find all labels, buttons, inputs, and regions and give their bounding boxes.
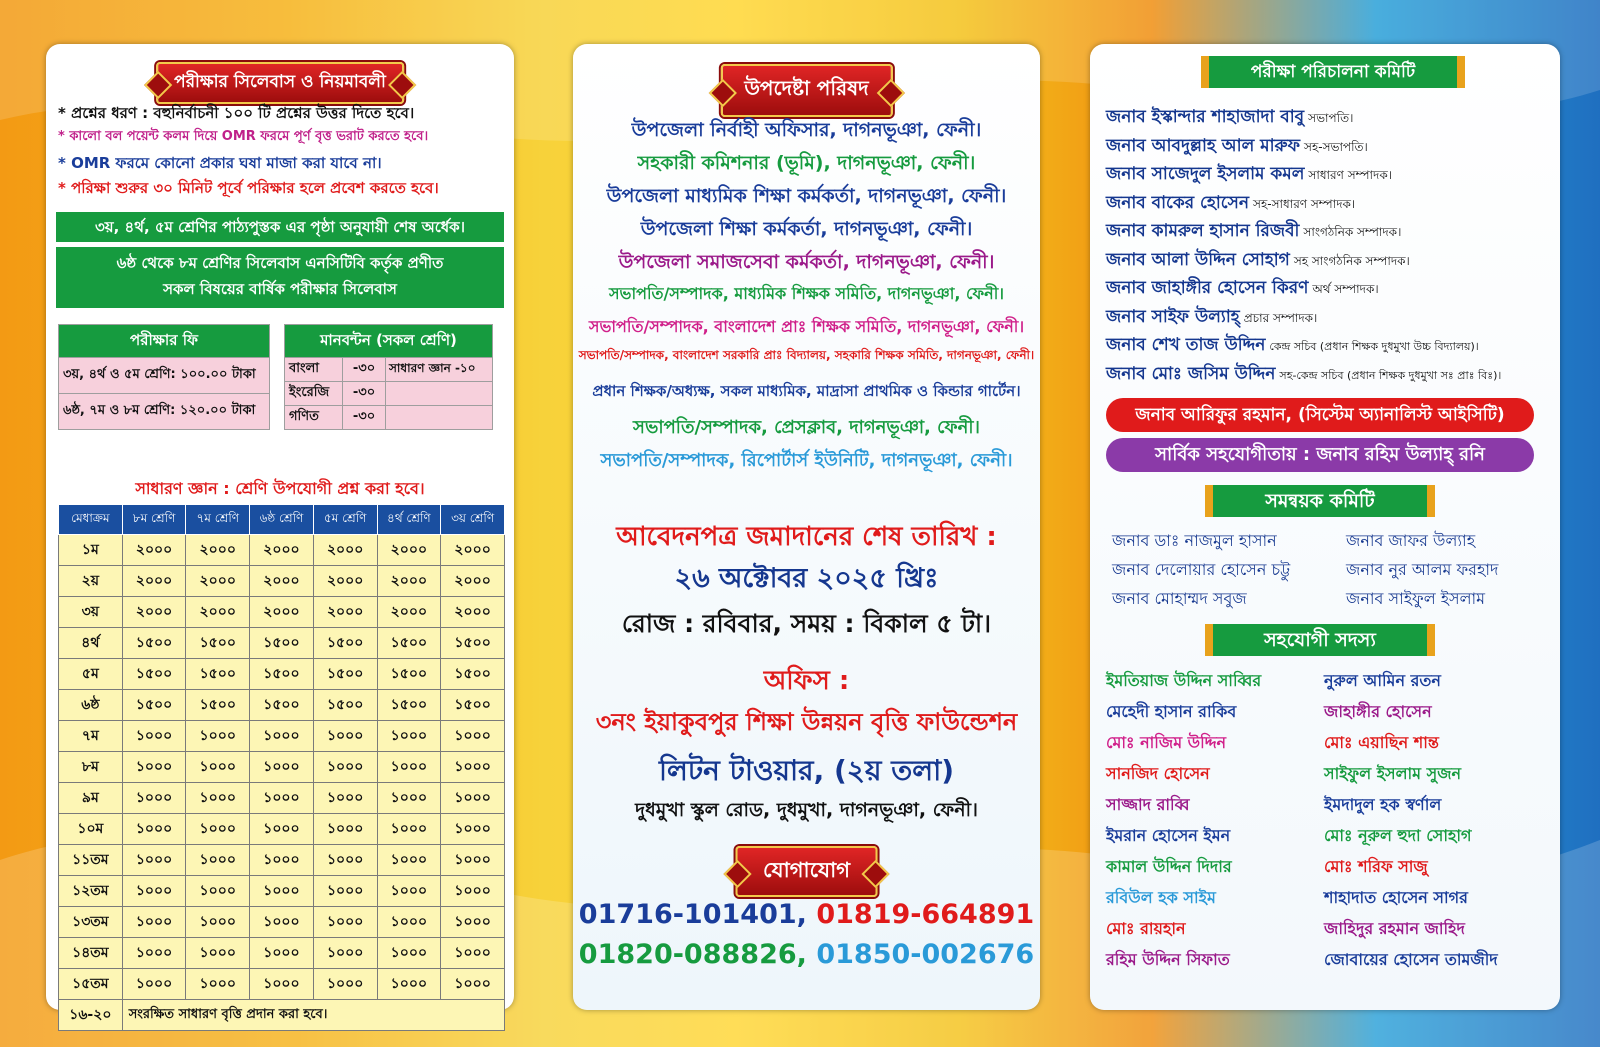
prize-amount-cell: ১০০০	[186, 783, 250, 814]
prize-row	[59, 969, 505, 1000]
prize-amount-cell: ১০০০	[377, 938, 441, 969]
prize-row	[59, 752, 505, 783]
marks-extra	[386, 406, 493, 430]
prize-amount-cell: ২০০০	[377, 597, 441, 628]
committee-member	[1106, 361, 1501, 389]
prize-amount-cell: ১০০০	[186, 752, 250, 783]
coord-member: জনাব দেলোয়ার হোসেন চট্টু	[1112, 560, 1291, 579]
deadline-time: রোজ : রবিবার, সময় : বিকাল ৫ টা।	[621, 609, 992, 638]
member-post: সহ-সাধারণ সম্পাদক।	[1253, 196, 1356, 211]
phone-row-2	[573, 939, 1040, 970]
syllabus-note-1: ৩য়, ৪র্থ, ৫ম শ্রেণির পাঠ্যপুস্তক এর পৃষ্ঠা অনুযায়ী শেষ অর্ধেক।	[56, 212, 504, 242]
marks-subject: ইংরেজি	[285, 382, 343, 406]
prize-amount-cell: ২০০০	[441, 597, 505, 628]
prize-header-cell: ৩য় শ্রেণি	[441, 505, 505, 535]
advisor-item: উপজেলা নির্বাহী অফিসার, দাগনভূঞা, ফেনী।	[631, 119, 982, 141]
associate-member: নুরুল আমিন রতন	[1324, 671, 1441, 690]
fee-row: ৬ষ্ঠ, ৭ম ও ৮ম শ্রেণি: ১২০.০০ টাকা	[59, 394, 270, 430]
prize-amount-cell: ১০০০	[313, 938, 377, 969]
prize-amount-cell: ১০০০	[377, 814, 441, 845]
advisor-item: সভাপতি/সম্পাদক, বাংলাদেশ সরকারি প্রাঃ বিদ্যালয়, সহকারি শিক্ষক সমিতি, দাগনভূঞা, ফেনী।	[578, 348, 1035, 362]
prize-amount-cell: ১০০০	[441, 876, 505, 907]
prize-amount-cell: ২০০০	[250, 535, 314, 566]
advisor-item: সভাপতি/সম্পাদক, বাংলাদেশ প্রাঃ শিক্ষক সমিতি, দাগনভূঞা, ফেনী।	[588, 317, 1025, 336]
coord-member: জনাব মোহাম্মদ সবুজ	[1112, 589, 1247, 608]
prize-header-cell: ৮ম শ্রেণি	[122, 505, 186, 535]
prize-amount-cell: ১৫০০	[377, 690, 441, 721]
advisor-item: উপজেলা মাধ্যমিক শিক্ষা কর্মকর্তা, দাগনভূঞা, ফেনী।	[606, 185, 1007, 207]
prize-header-cell: ৭ম শ্রেণি	[186, 505, 250, 535]
prize-amount-cell: ১০০০	[313, 907, 377, 938]
member-post: সহ সাংগঠনিক সম্পাদক।	[1293, 253, 1410, 268]
phone-number[interactable]: 01819-664891	[816, 899, 1035, 930]
prize-row	[59, 1000, 505, 1031]
prize-row	[59, 845, 505, 876]
prize-header-cell: ৪র্থ শ্রেণি	[377, 505, 441, 535]
prize-rank-cell: ৪র্থ	[59, 628, 123, 659]
prize-rank-cell: ৩য়	[59, 597, 123, 628]
coord-member: জনাব ডাঃ নাজমুল হাসান	[1112, 531, 1277, 550]
phone-number[interactable]: 01820-088826,	[578, 939, 807, 970]
committee-member	[1106, 104, 1353, 132]
rule-item: * কালো বল পয়েন্ট কলম দিয়ে OMR ফরমে পূর্ণ বৃত্ত ভরাট করতে হবে।	[58, 129, 429, 144]
prize-rank-cell: ১৫তম	[59, 969, 123, 1000]
member-name: জনাব সাজেদুল ইসলাম কমল	[1106, 164, 1305, 184]
prize-rank-cell: ১১তম	[59, 845, 123, 876]
prize-amount-cell: ১৫০০	[250, 690, 314, 721]
prize-amount-cell: ১৫০০	[122, 690, 186, 721]
prize-amount-cell: ২০০০	[186, 566, 250, 597]
prize-amount-cell: ২০০০	[313, 566, 377, 597]
prize-amount-cell: ১০০০	[377, 721, 441, 752]
prize-amount-cell: ১০০০	[250, 845, 314, 876]
prize-amount-cell: ২০০০	[377, 566, 441, 597]
phone-row-1	[573, 899, 1040, 930]
fee-header: পরীক্ষার ফি	[59, 325, 270, 358]
marks-subject: গণিত	[285, 406, 343, 430]
committee-member	[1106, 190, 1355, 218]
prize-amount-cell: ১০০০	[313, 783, 377, 814]
contact-title: যোগাযোগ	[735, 846, 878, 897]
prize-rank-cell: ৮ম	[59, 752, 123, 783]
fee-table	[58, 324, 270, 430]
fee-row: ৩য়, ৪র্থ ও ৫ম শ্রেণি: ১০০.০০ টাকা	[59, 358, 270, 394]
syllabus-title: পরীক্ষার সিলেবাস ও নিয়মাবলী	[156, 62, 404, 104]
marks-extra	[386, 382, 493, 406]
prize-amount-cell: ১০০০	[122, 814, 186, 845]
associate-member: জোবায়ের হোসেন তামজীদ	[1324, 950, 1498, 969]
prize-amount-cell: ১০০০	[122, 845, 186, 876]
syllabus-panel	[46, 44, 514, 1023]
prize-amount-cell: ২০০০	[186, 535, 250, 566]
associate-member: মোঃ শরিফ সাজু	[1324, 857, 1428, 876]
prize-amount-cell: ২০০০	[122, 566, 186, 597]
prize-amount-cell: ১০০০	[377, 752, 441, 783]
prize-amount-cell: ২০০০	[250, 597, 314, 628]
committee-member	[1106, 275, 1379, 303]
prize-amount-cell: ২০০০	[441, 535, 505, 566]
prize-table	[58, 504, 505, 1031]
prize-rank-cell: ১৪তম	[59, 938, 123, 969]
associate-member: রবিউল হক সাইম	[1106, 888, 1216, 907]
prize-amount-cell: ১০০০	[313, 814, 377, 845]
prize-amount-cell: ১৫০০	[186, 628, 250, 659]
prize-amount-cell: ১০০০	[186, 876, 250, 907]
members-title: সহযোগী সদস্য	[1205, 624, 1435, 656]
prize-rank-cell: ২য়	[59, 566, 123, 597]
advisor-item: প্রধান শিক্ষক/অধ্যক্ষ, সকল মাধ্যমিক, মাদ্রাসা প্রাথমিক ও কিন্ডার গার্টেন।	[592, 382, 1021, 400]
prize-amount-cell: ১৫০০	[313, 659, 377, 690]
prize-amount-cell: ১০০০	[186, 845, 250, 876]
associate-member: মোঃ রায়হান	[1106, 919, 1186, 938]
cooperation-bar: সার্বিক সহযোগীতায় : জনাব রহিম উল্যাহ্ রনি	[1106, 438, 1534, 472]
advisor-item: সভাপতি/সম্পাদক, রিপোর্টার্স ইউনিটি, দাগনভূঞা, ফেনী।	[600, 450, 1013, 471]
member-name: জনাব ইস্কান্দার শাহাজাদা বাবু	[1106, 107, 1305, 127]
system-analyst-bar: জনাব আরিফুর রহমান, (সিস্টেম অ্যানালিস্ট আইসিটি)	[1106, 398, 1534, 432]
committee-member	[1106, 161, 1392, 189]
prize-amount-cell: ১০০০	[250, 721, 314, 752]
prize-row	[59, 907, 505, 938]
member-post: সাংগঠনিক সম্পাদক।	[1303, 225, 1402, 239]
member-post: সভাপতি।	[1308, 111, 1354, 125]
prize-amount-cell: ২০০০	[250, 566, 314, 597]
prize-row	[59, 783, 505, 814]
prize-amount-cell: ১০০০	[122, 938, 186, 969]
office-building: লিটন টাওয়ার, (২য় তলা)	[658, 754, 954, 787]
prize-amount-cell: ১৫০০	[122, 628, 186, 659]
member-post: কেন্দ্র সচিব (প্রধান শিক্ষক দুধমুখা উচ্চ বিদ্যালয়)।	[1269, 340, 1479, 353]
prize-header-cell: মেধাক্রম	[59, 505, 123, 535]
prize-amount-cell: ১০০০	[122, 907, 186, 938]
prize-row	[59, 566, 505, 597]
prize-row	[59, 814, 505, 845]
prize-rank-cell: ৬ষ্ঠ	[59, 690, 123, 721]
committee-member	[1106, 332, 1479, 360]
advisor-item: সহকারী কমিশনার (ভূমি), দাগনভূঞা, ফেনী।	[637, 152, 976, 174]
prize-amount-cell: ১৫০০	[441, 690, 505, 721]
marks-value: -৩০	[343, 406, 386, 430]
prize-amount-cell: ১৫০০	[122, 659, 186, 690]
prize-amount-cell: ১০০০	[250, 876, 314, 907]
prize-amount-cell: ১০০০	[441, 938, 505, 969]
prize-rank-cell: ১০ম	[59, 814, 123, 845]
advisor-item: উপজেলা সমাজসেবা কর্মকর্তা, দাগনভূঞা, ফেনী।	[618, 251, 995, 273]
marks-extra: সাধারণ জ্ঞান -১০	[386, 358, 493, 382]
prize-amount-cell: ১০০০	[186, 814, 250, 845]
associate-member: রহিম উদ্দিন সিফাত	[1106, 950, 1230, 969]
associate-member: ইমরান হোসেন ইমন	[1106, 826, 1231, 845]
prize-amount-cell: ১০০০	[313, 721, 377, 752]
prize-amount-cell: ১৫০০	[313, 628, 377, 659]
member-name: জনাব জাহাঙ্গীর হোসেন কিরণ	[1106, 278, 1309, 298]
associate-member: কামাল উদ্দিন দিদার	[1106, 857, 1232, 876]
prize-row	[59, 597, 505, 628]
marks-value: -৩০	[343, 382, 386, 406]
member-post: অর্থ সম্পাদক।	[1312, 282, 1379, 296]
marks-value: -৩০	[343, 358, 386, 382]
member-name: জনাব বাকের হোসেন	[1106, 192, 1250, 213]
prize-amount-cell: ১৫০০	[250, 628, 314, 659]
phone-number[interactable]: 01716-101401,	[578, 899, 807, 930]
prize-amount-cell: ১৫০০	[441, 659, 505, 690]
committee-member	[1106, 133, 1368, 161]
member-post: প্রচার সম্পাদক।	[1243, 310, 1318, 325]
prize-amount-cell: ১০০০	[441, 969, 505, 1000]
prize-amount-cell: ২০০০	[313, 597, 377, 628]
associate-member: ইমদাদুল হক স্বর্ণাল	[1324, 795, 1442, 814]
prize-amount-cell: ১০০০	[377, 783, 441, 814]
prize-rank-cell: ১৩তম	[59, 907, 123, 938]
member-name: জনাব কামরুল হাসান রিজবী	[1106, 221, 1300, 241]
coord-member: জনাব সাইফুল ইসলাম	[1346, 589, 1486, 608]
advisory-title: উপদেষ্টা পরিষদ	[720, 64, 892, 117]
prize-rank-cell: ১২তম	[59, 876, 123, 907]
office-address: দুধমুখা স্কুল রোড, দুধমুখা, দাগনভূঞা, ফেনী।	[635, 799, 978, 821]
member-name: জনাব সাইফ উল্যাহ্	[1106, 306, 1240, 327]
associate-member: মোঃ এয়াছিন শান্ত	[1324, 733, 1439, 752]
prize-amount-cell: ১০০০	[250, 783, 314, 814]
rule-item: * প্রশ্নের ধরণ : বহুনির্বাচনী ১০০ টি প্রশ্নের উত্তর দিতে হবে।	[58, 104, 415, 122]
member-name: জনাব আলা উদ্দিন সোহাগ	[1106, 249, 1290, 270]
prize-amount-cell: ১০০০	[313, 969, 377, 1000]
prize-amount-cell: ১০০০	[122, 783, 186, 814]
prize-amount-cell: ১০০০	[122, 752, 186, 783]
prize-rank-cell: ৯ম	[59, 783, 123, 814]
prize-amount-cell: ১০০০	[441, 845, 505, 876]
associate-member: সাজ্জাদ রাব্বি	[1106, 795, 1190, 814]
prize-rank-cell: ১ম	[59, 535, 123, 566]
prize-amount-cell: ১০০০	[250, 907, 314, 938]
prize-amount-cell: ১০০০	[250, 969, 314, 1000]
committee-member	[1106, 304, 1317, 332]
prize-amount-cell: ১০০০	[377, 845, 441, 876]
prize-rank-cell: ১৬-২০	[59, 1000, 123, 1031]
prize-amount-cell: ১০০০	[313, 876, 377, 907]
prize-amount-cell: ১০০০	[122, 721, 186, 752]
prize-amount-cell: ১০০০	[441, 814, 505, 845]
prize-amount-cell: ১০০০	[186, 907, 250, 938]
prize-amount-cell: ১০০০	[122, 969, 186, 1000]
prize-amount-cell: ২০০০	[122, 535, 186, 566]
prize-amount-cell: ১০০০	[186, 969, 250, 1000]
prize-amount-cell: ১০০০	[441, 721, 505, 752]
committee-title: পরীক্ষা পরিচালনা কমিটি	[1201, 56, 1465, 88]
coord-member: জনাব জাফর উল্যাহ	[1346, 531, 1476, 550]
prize-amount-cell: ১০০০	[441, 752, 505, 783]
marks-table	[284, 324, 493, 430]
prize-amount-cell: ১৫০০	[313, 690, 377, 721]
prize-amount-cell: ২০০০	[377, 535, 441, 566]
advisor-item: সভাপতি/সম্পাদক, মাধ্যমিক শিক্ষক সমিতি, দাগনভূঞা, ফেনী।	[608, 284, 1005, 303]
deadline-label: আবেদনপত্র জমাদানের শেষ তারিখ :	[616, 522, 997, 552]
associate-member: শাহাদাত হোসেন সাগর	[1324, 888, 1468, 907]
prize-reserved-note: সংরক্ষিত সাধারণ বৃত্তি প্রদান করা হবে।	[122, 1000, 504, 1031]
associate-member: সাইফুল ইসলাম সুজন	[1324, 764, 1462, 783]
prize-amount-cell: ১০০০	[186, 721, 250, 752]
marks-header: মানবন্টন (সকল শ্রেণি)	[285, 325, 493, 358]
prize-amount-cell: ১০০০	[377, 969, 441, 1000]
prize-amount-cell: ১০০০	[250, 938, 314, 969]
prize-amount-cell: ১০০০	[377, 907, 441, 938]
prize-amount-cell: ১০০০	[313, 845, 377, 876]
prize-amount-cell: ২০০০	[441, 566, 505, 597]
prize-row	[59, 659, 505, 690]
prize-header-cell: ৬ষ্ঠ শ্রেণি	[250, 505, 314, 535]
prize-amount-cell: ১০০০	[377, 876, 441, 907]
prize-amount-cell: ১৫০০	[186, 659, 250, 690]
prize-amount-cell: ১৫০০	[441, 628, 505, 659]
associate-member: ইমতিয়াজ উদ্দিন সাব্বির	[1106, 671, 1262, 690]
prize-amount-cell: ১০০০	[186, 938, 250, 969]
prize-row	[59, 628, 505, 659]
associate-member: মোঃ নাজিম উদ্দিন	[1106, 733, 1227, 752]
prize-row	[59, 876, 505, 907]
prize-rank-cell: ৫ম	[59, 659, 123, 690]
associate-member: মোঃ নূরুল হুদা সোহাগ	[1324, 826, 1472, 845]
advisor-item: উপজেলা শিক্ষা কর্মকর্তা, দাগনভূঞা, ফেনী।	[640, 218, 973, 240]
syllabus-note-2-line2: সকল বিষয়ের বার্ষিক পরীক্ষার সিলেবাস	[163, 280, 397, 298]
syllabus-note-2	[56, 247, 504, 308]
associate-member: সানজিদ হোসেন	[1106, 764, 1210, 783]
associate-member: জাহিদুর রহমান জাহিদ	[1324, 919, 1465, 938]
marks-subject: বাংলা	[285, 358, 343, 382]
prize-amount-cell: ২০০০	[186, 597, 250, 628]
member-name: জনাব শেখ তাজ উদ্দিন	[1106, 335, 1266, 355]
advisory-panel	[573, 44, 1040, 1010]
office-org: ৩নং ইয়াকুবপুর শিক্ষা উন্নয়ন বৃত্তি ফাউন্ডেশন	[595, 708, 1018, 736]
prize-amount-cell: ২০০০	[122, 597, 186, 628]
syllabus-note-2-line1: ৬ষ্ঠ থেকে ৮ম শ্রেণির সিলেবাস এনসিটিবি কর্তৃক প্রণীত	[116, 254, 444, 272]
committee-panel	[1090, 44, 1560, 1010]
gk-note: সাধারণ জ্ঞান : শ্রেণি উপযোগী প্রশ্ন করা হবে।	[135, 479, 425, 498]
member-name: জনাব আবদুল্লাহ আল মারুফ	[1106, 135, 1301, 156]
prize-header-cell: ৫ম শ্রেণি	[313, 505, 377, 535]
advisor-item: সভাপতি/সম্পাদক, প্রেসক্লাব, দাগনভূঞা, ফেনী।	[633, 417, 980, 438]
committee-member	[1106, 218, 1401, 246]
prize-amount-cell: ১০০০	[441, 783, 505, 814]
prize-amount-cell: ১৫০০	[250, 659, 314, 690]
prize-amount-cell: ১০০০	[313, 752, 377, 783]
rule-item: * OMR ফরমে কোনো প্রকার ঘষা মাজা করা যাবে না।	[58, 154, 382, 172]
committee-member	[1106, 247, 1410, 275]
prize-row	[59, 938, 505, 969]
coord-title: সমন্বয়ক কমিটি	[1205, 485, 1435, 517]
member-post: সহ-কেন্দ্র সচিব (প্রধান শিক্ষক দুধমুখা সঃ প্রাঃ বিঃ)।	[1279, 368, 1502, 382]
prize-row	[59, 721, 505, 752]
phone-number[interactable]: 01850-002676	[816, 939, 1035, 970]
rule-item: * পরিক্ষা শুরুর ৩০ মিনিট পূর্বে পরিক্ষার হলে প্রবেশ করতে হবে।	[58, 179, 439, 197]
coord-member: জনাব নুর আলম ফরহাদ	[1346, 560, 1499, 579]
associate-member: মেহেদী হাসান রাকিব	[1106, 702, 1237, 721]
prize-amount-cell: ২০০০	[313, 535, 377, 566]
prize-amount-cell: ১০০০	[441, 907, 505, 938]
associate-member: জাহাঙ্গীর হোসেন	[1324, 702, 1432, 721]
prize-amount-cell: ১৫০০	[186, 690, 250, 721]
member-post: সাধারণ সম্পাদক।	[1308, 168, 1393, 182]
office-label: অফিস :	[763, 666, 850, 696]
deadline-date: ২৬ অক্টোবর ২০২৫ খ্রিঃ	[674, 563, 939, 594]
prize-amount-cell: ১০০০	[250, 814, 314, 845]
prize-amount-cell: ১৫০০	[377, 659, 441, 690]
member-post: সহ-সভাপতি।	[1304, 139, 1368, 154]
prize-row	[59, 690, 505, 721]
prize-row	[59, 535, 505, 566]
prize-amount-cell: ১৫০০	[377, 628, 441, 659]
prize-rank-cell: ৭ম	[59, 721, 123, 752]
prize-amount-cell: ১০০০	[250, 752, 314, 783]
member-name: জনাব মোঃ জসিম উদ্দিন	[1106, 363, 1276, 384]
prize-amount-cell: ১০০০	[122, 876, 186, 907]
